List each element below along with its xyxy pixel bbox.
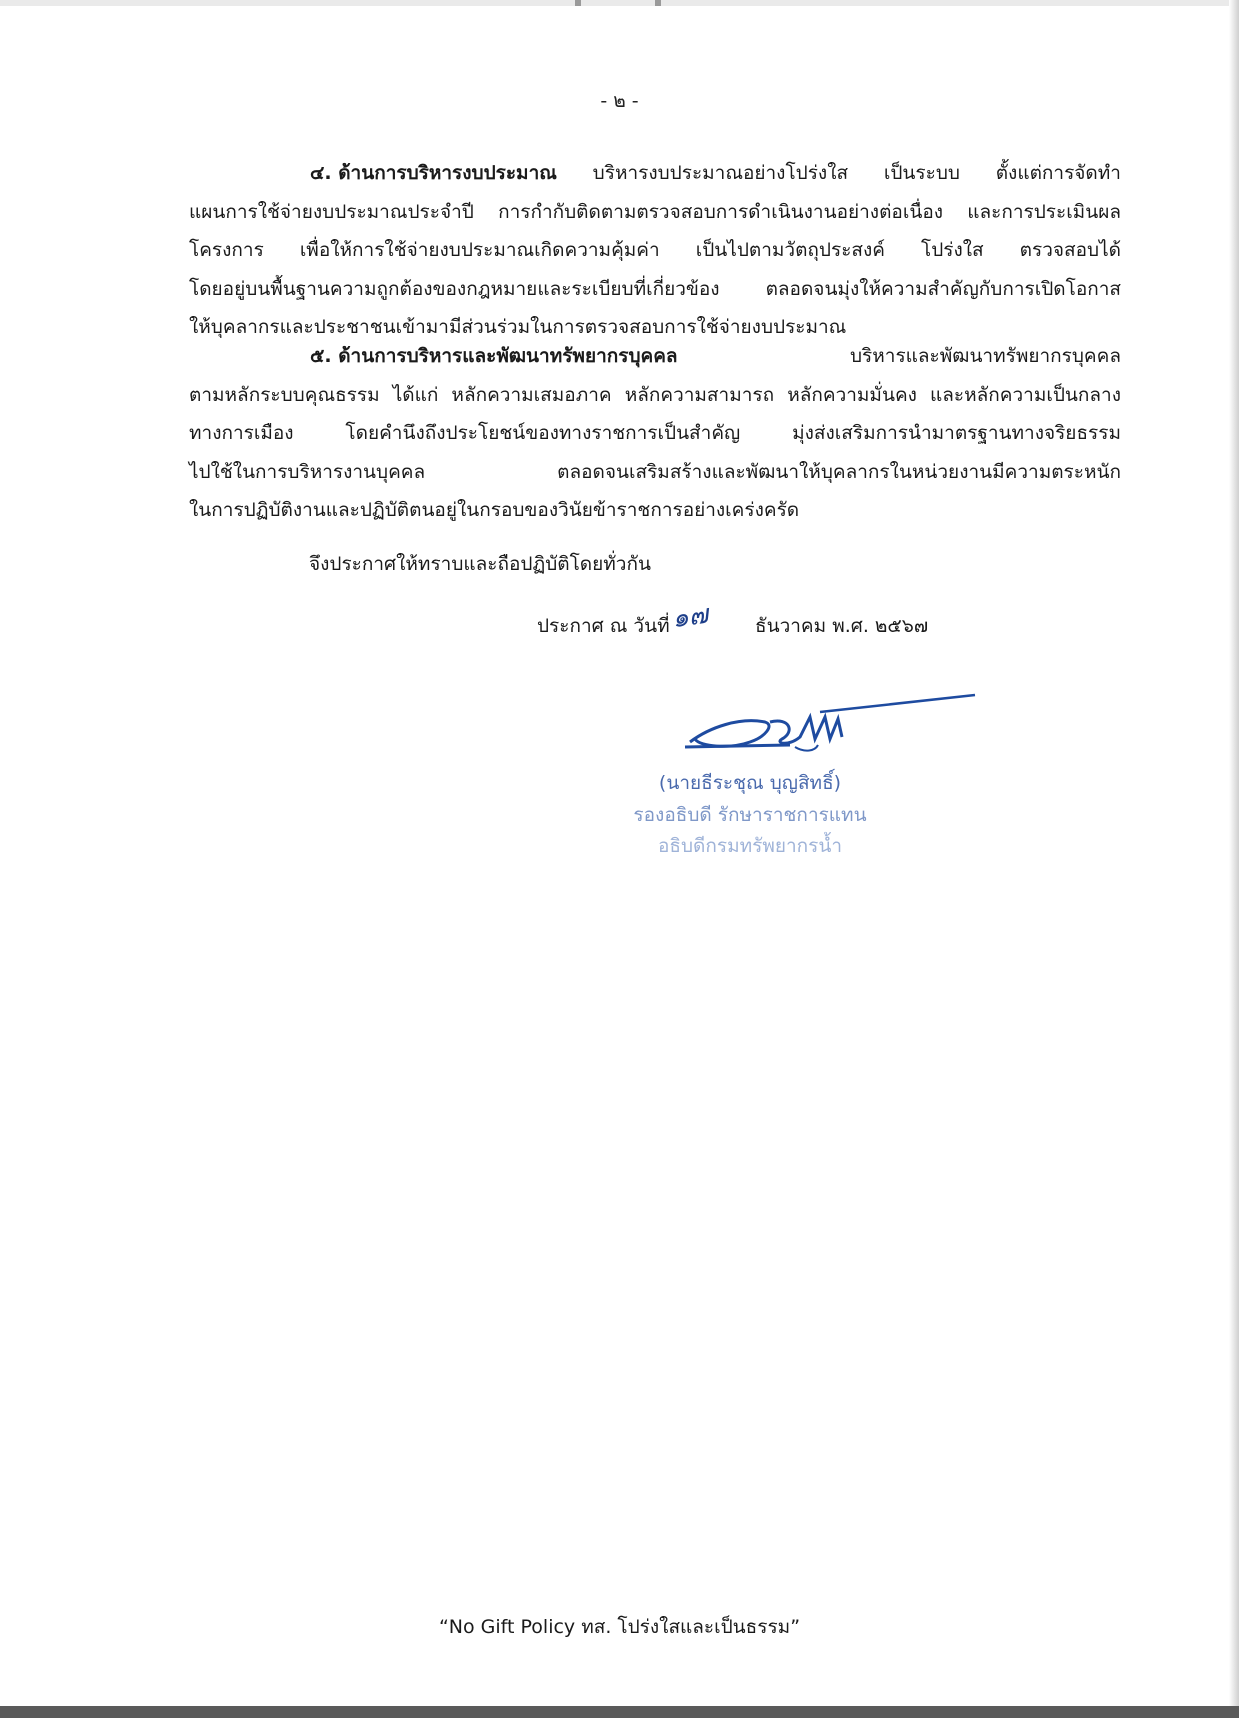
- section-heading: ๔. ด้านการบริหารงบประมาณ: [310, 162, 557, 184]
- paragraph-line: [189, 193, 1121, 232]
- paragraph-line: [189, 491, 1121, 530]
- scan-top-edge: [0, 0, 1239, 6]
- signature-scribble: [670, 687, 980, 762]
- text-segment: ให้บุคลากรและประชาชนเข้ามามีส่วนร่วมในการตรวจสอบการใช้จ่ายงบประมาณ: [189, 316, 847, 338]
- text-segment: ตามหลักระบบคุณธรรม: [189, 383, 380, 406]
- text-segment: มุ่งส่งเสริมการนำมาตรฐานทางจริยธรรม: [792, 422, 1121, 444]
- text-segment: โปร่งใส: [921, 239, 984, 261]
- paragraph-line: [189, 154, 1121, 193]
- section-heading: ๕. ด้านการบริหารและพัฒนาทรัพยากรบุคคล: [310, 345, 678, 367]
- text-segment: โดยอยู่บนพื้นฐานความถูกต้องของกฎหมายและระเบียบที่เกี่ยวข้อง: [189, 277, 720, 300]
- text-segment: หลักความมั่นคง: [787, 383, 917, 406]
- text-segment: เป็นไปตามวัตถุประสงค์: [695, 239, 885, 261]
- text-segment: ตลอดจนเสริมสร้างและพัฒนาให้บุคลากรในหน่วยงานมีความตระหนัก: [557, 460, 1121, 483]
- section-4-budget-management: [189, 154, 1121, 347]
- paragraph-line: [189, 453, 1121, 492]
- paragraph-line: [189, 270, 1121, 309]
- signer-organization: อธิบดีกรมทรัพยากรน้ำ: [657, 835, 843, 857]
- footer-policy-slogan: “No Gift Policy ทส. โปร่งใสและเป็นธรรม”: [438, 1616, 801, 1638]
- paragraph-line: [189, 231, 1121, 270]
- text-segment: และหลักความเป็นกลาง: [930, 383, 1121, 406]
- text-segment: ได้แก่: [392, 383, 439, 406]
- text-segment: บริหารและพัฒนาทรัพยากรบุคคล: [850, 345, 1121, 367]
- paragraph-line: [189, 376, 1121, 415]
- scan-bottom-edge: [0, 1706, 1239, 1718]
- signer-name: (นายธีระชุณ บุญสิทธิ์): [658, 772, 842, 794]
- paragraph-line: [189, 414, 1121, 453]
- page-number: - ๒ -: [600, 90, 639, 112]
- text-segment: การกำกับติดตามตรวจสอบการดำเนินงานอย่างต่อเนื่อง: [498, 200, 944, 223]
- date-prefix: ประกาศ ณ วันที่: [537, 615, 670, 637]
- signer-position: รองอธิบดี รักษาราชการแทน: [633, 804, 867, 826]
- text-segment: โดยคำนึงถึงประโยชน์ของทางราชการเป็นสำคัญ: [345, 422, 741, 444]
- text-segment: เป็นระบบ: [883, 162, 960, 184]
- text-segment: หลักความสามารถ: [624, 383, 775, 406]
- text-segment: ไปใช้ในการบริหารงานบุคคล: [189, 460, 426, 483]
- date-month-year: ธันวาคม พ.ศ. ๒๕๖๗: [755, 615, 929, 637]
- scan-artifact: [655, 0, 661, 6]
- scan-right-edge: [1229, 0, 1239, 1718]
- text-segment: ตั้งแต่การจัดทำ: [995, 162, 1121, 184]
- text-segment: ตลอดจนมุ่งให้ความสำคัญกับการเปิดโอกาส: [765, 277, 1121, 300]
- text-segment: บริหารงบประมาณอย่างโปร่งใส: [592, 162, 849, 184]
- text-segment: ตรวจสอบได้: [1019, 239, 1121, 261]
- section-5-human-resources: [189, 337, 1121, 530]
- text-segment: หลักความเสมอภาค: [451, 383, 612, 406]
- paragraph-line: [189, 337, 1121, 376]
- text-segment: โครงการ: [189, 239, 264, 261]
- handwritten-day: ๑๗: [670, 599, 711, 635]
- closing-statement: จึงประกาศให้ทราบและถือปฏิบัติโดยทั่วกัน: [309, 553, 651, 575]
- text-segment: แผนการใช้จ่ายงบประมาณประจำปี: [189, 200, 474, 223]
- text-segment: และการประเมินผล: [967, 200, 1121, 223]
- text-segment: ทางการเมือง: [189, 422, 294, 444]
- scan-artifact: [575, 0, 581, 6]
- text-segment: ในการปฏิบัติงานและปฏิบัติตนอยู่ในกรอบของวินัยข้าราชการอย่างเคร่งครัด: [189, 499, 800, 521]
- text-segment: เพื่อให้การใช้จ่ายงบประมาณเกิดความคุ้มค่า: [299, 239, 660, 261]
